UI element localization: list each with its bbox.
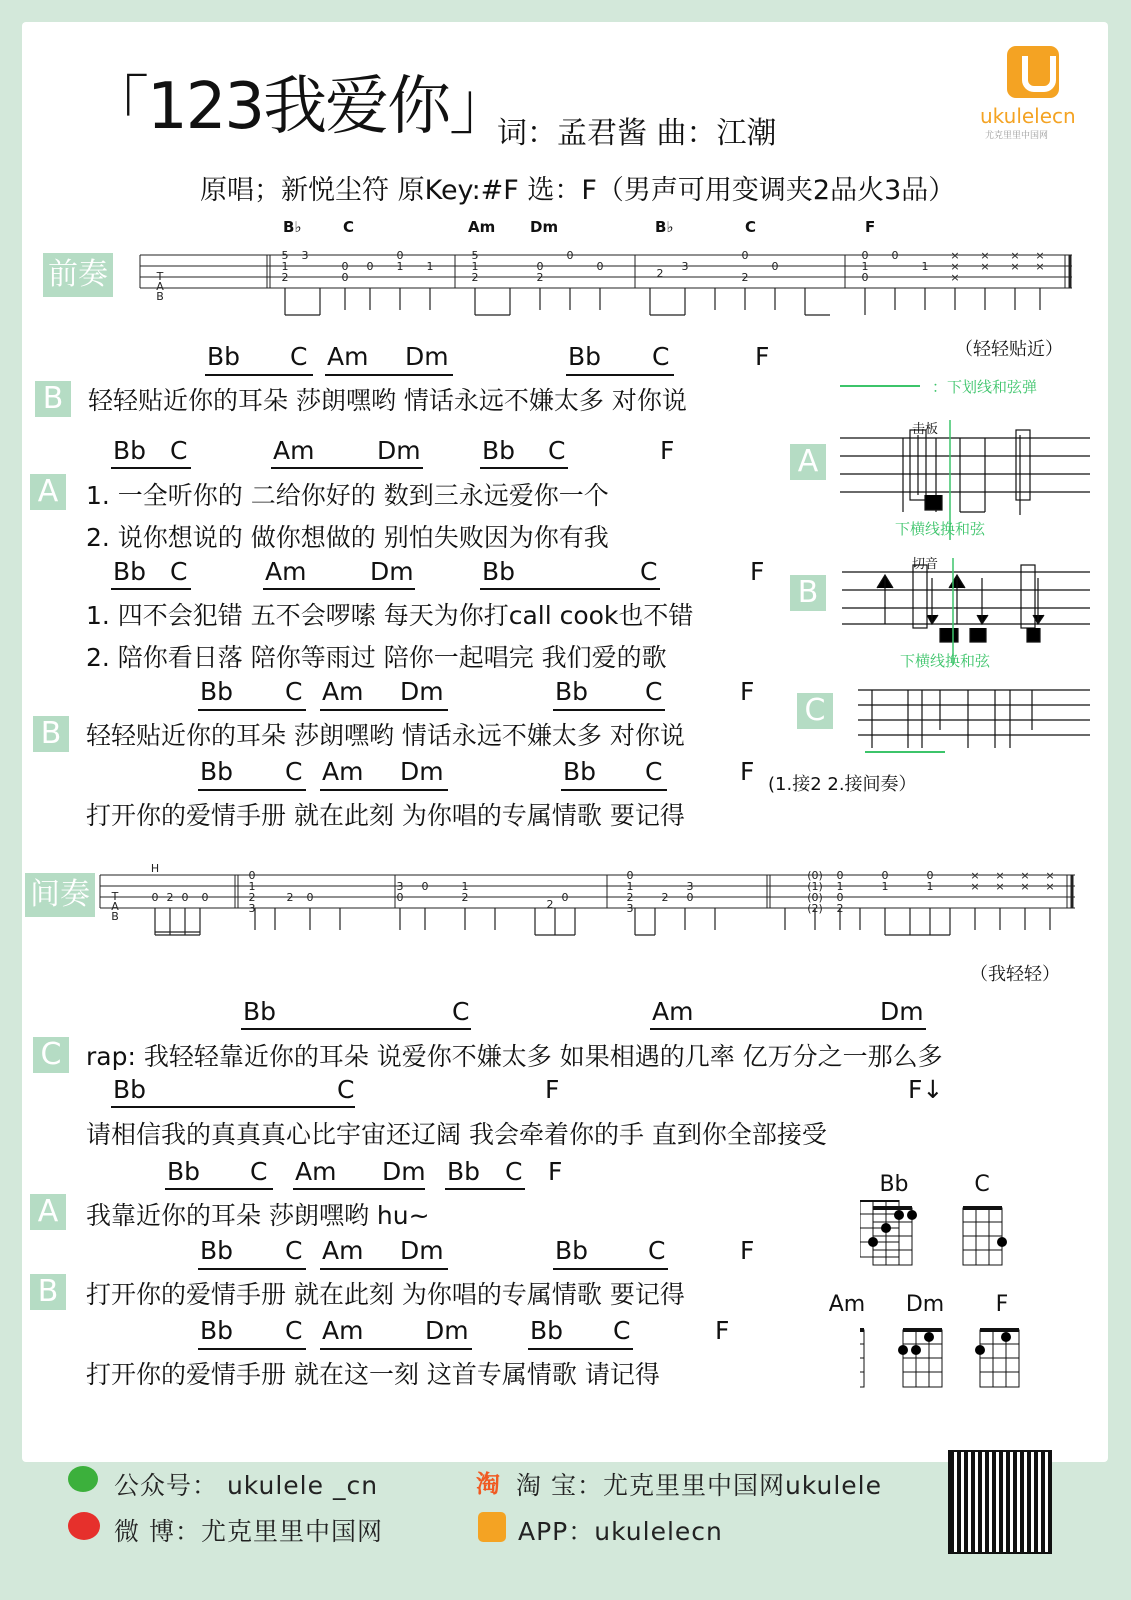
svg-text:1: 1: [926, 880, 934, 893]
wechat-account[interactable]: 公众号： ukulele _cn: [114, 1471, 379, 1500]
chord-underline: [198, 709, 306, 711]
chord-underline: [566, 374, 674, 376]
svg-text:1: 1: [881, 880, 889, 893]
chord: C: [290, 342, 308, 371]
svg-text:2: 2: [461, 891, 469, 904]
intro-tab-staff: [130, 240, 1080, 320]
chord: C: [548, 436, 566, 465]
chord: F: [750, 557, 765, 586]
interlude-label: 间奏: [25, 873, 95, 917]
chord: F: [755, 342, 770, 371]
chord: Dm: [880, 997, 924, 1026]
chord: Dm: [425, 1316, 469, 1345]
qr-code[interactable]: [950, 1452, 1050, 1552]
svg-text:×: ×: [1045, 880, 1055, 893]
svg-text:×: ×: [1035, 260, 1045, 273]
chord: F: [715, 1316, 730, 1345]
chord: C: [648, 1236, 666, 1265]
chord: C: [452, 997, 470, 1026]
svg-text:B: B: [156, 290, 164, 303]
chord: C: [250, 1157, 268, 1186]
lyric-line: 打开你的爱情手册 就在此刻 为你唱的专属情歌 要记得: [86, 801, 685, 830]
chord: C: [645, 677, 663, 706]
svg-text:(2): (2): [807, 902, 823, 915]
svg-text:3: 3: [681, 260, 689, 273]
svg-text:1: 1: [426, 260, 434, 273]
chord: Bb: [200, 1236, 234, 1265]
legend-a-note: 下横线换和弦: [895, 520, 986, 538]
chord: Bb: [530, 1316, 564, 1345]
chord: Dm: [400, 757, 444, 786]
svg-text:×: ×: [995, 869, 1005, 882]
lyric-line: 1. 四不会犯错 五不会啰嗦 每天为你打call cook也不错: [86, 601, 694, 630]
lyric-line: rap: 我轻轻靠近你的耳朵 说爱你不嫌太多 如果相遇的几率 亿万分之一那么多: [86, 1042, 943, 1071]
svg-text:0: 0: [861, 271, 869, 284]
chord-diagram-name: F: [995, 1292, 1009, 1317]
chord-underline: [480, 588, 660, 590]
chord: Am: [265, 557, 307, 586]
svg-text:0: 0: [771, 260, 779, 273]
svg-text:0: 0: [566, 249, 574, 262]
chord: C: [285, 757, 303, 786]
chord: Bb: [113, 436, 147, 465]
svg-text:0: 0: [396, 249, 404, 262]
svg-text:×: ×: [950, 249, 960, 262]
legend-badge-a: A: [790, 444, 826, 480]
strum-legend: [790, 380, 1100, 760]
chord-underline: [241, 1028, 471, 1030]
svg-text:×: ×: [1045, 869, 1055, 882]
chord: C: [613, 1316, 631, 1345]
svg-text:×: ×: [1035, 249, 1045, 262]
svg-text:×: ×: [970, 869, 980, 882]
taobao-icon: 淘: [476, 1470, 500, 1498]
chord-underline: [111, 1106, 355, 1108]
chord: C: [645, 757, 663, 786]
chord: Dm: [400, 677, 444, 706]
chord-underline: [553, 709, 665, 711]
svg-text:×: ×: [980, 249, 990, 262]
legend-badge-b: B: [790, 575, 826, 611]
chord: Bb: [482, 557, 516, 586]
chord-underline: [320, 709, 448, 711]
svg-text:1: 1: [471, 260, 479, 273]
app-icon: [478, 1512, 506, 1542]
section-note: （轻轻贴近）: [955, 339, 1063, 360]
legend-b-note: 下横线换和弦: [900, 652, 991, 670]
svg-text:5: 5: [281, 249, 289, 262]
svg-text:1: 1: [836, 880, 844, 893]
chord: Bb: [555, 1236, 589, 1265]
chord: Dm: [405, 342, 449, 371]
svg-text:2: 2: [546, 898, 554, 911]
intro-chord: B♭: [283, 218, 302, 236]
lyric-line: 2. 说你想说的 做你想做的 别怕失败因为你有我: [86, 523, 609, 552]
svg-text:0: 0: [881, 869, 889, 882]
chord: Bb: [207, 342, 241, 371]
svg-text:0: 0: [861, 249, 869, 262]
svg-text:0: 0: [686, 891, 694, 904]
legend-underline-note: ：下划线和弦弹: [932, 378, 1038, 396]
lyric-line: 轻轻贴近你的耳朵 莎朗嘿哟 情话永远不嫌太多 对你说: [86, 721, 685, 750]
legend-a-title: 击板: [912, 422, 939, 437]
chord-underline: [650, 1028, 926, 1030]
chord: F: [548, 1157, 563, 1186]
chord: Bb: [563, 757, 597, 786]
chord-underline: [198, 1348, 306, 1350]
wechat-icon: [68, 1466, 98, 1492]
svg-text:3: 3: [626, 902, 634, 915]
svg-text:T: T: [156, 270, 164, 283]
lyric-line: 我靠近你的耳朵 莎朗嘿哟 hu~: [86, 1201, 430, 1230]
logo-subtext: 尤克里里中国网: [985, 131, 1049, 141]
chord: Bb: [447, 1157, 481, 1186]
chord-underline: [320, 789, 448, 791]
svg-text:3: 3: [686, 880, 694, 893]
section-note: （我轻轻）: [970, 964, 1060, 985]
chord-underline: [111, 467, 191, 469]
svg-text:0: 0: [596, 260, 604, 273]
svg-text:2: 2: [536, 271, 544, 284]
svg-text:H: H: [150, 862, 160, 875]
chord: Bb: [568, 342, 602, 371]
svg-text:2: 2: [741, 271, 749, 284]
svg-text:0: 0: [341, 271, 349, 284]
lyric-line: 请相信我的真真真心比宇宙还辽阔 我会牵着你的手 直到你全部接受: [86, 1120, 827, 1149]
svg-text:0: 0: [341, 260, 349, 273]
app-name[interactable]: APP：ukulelecn: [518, 1517, 723, 1546]
svg-text:2: 2: [281, 271, 289, 284]
chord-diagram-name: Am: [828, 1292, 866, 1317]
chord: C: [170, 436, 188, 465]
legend-b-title: 切音: [912, 557, 939, 572]
chord: Bb: [167, 1157, 201, 1186]
svg-text:2: 2: [661, 891, 669, 904]
chord: C: [285, 1316, 303, 1345]
chord: Am: [295, 1157, 337, 1186]
intro-chord: F: [865, 218, 876, 236]
chord: Dm: [377, 436, 421, 465]
svg-text:5: 5: [471, 249, 479, 262]
logo-text: ukulelecn: [980, 104, 1076, 128]
chord: Bb: [243, 997, 277, 1026]
chord-underline: [165, 1188, 273, 1190]
svg-text:0: 0: [741, 249, 749, 262]
chord: C: [285, 1236, 303, 1265]
svg-text:0: 0: [366, 260, 374, 273]
svg-text:(0): (0): [807, 891, 823, 904]
svg-text:B: B: [111, 910, 119, 923]
svg-text:2: 2: [626, 891, 634, 904]
svg-text:0: 0: [396, 891, 404, 904]
svg-text:0: 0: [536, 260, 544, 273]
chord: Am: [273, 436, 315, 465]
chord: C: [505, 1157, 523, 1186]
intro-label: 前奏: [43, 253, 113, 297]
chord-underline: [293, 1188, 425, 1190]
intro-chord: C: [343, 218, 355, 236]
credits: 词：孟君酱 曲：江潮: [497, 116, 777, 151]
svg-text:×: ×: [1010, 260, 1020, 273]
section-badge: B: [30, 1274, 66, 1310]
chord-underline: [528, 1348, 633, 1350]
chord: Bb: [482, 436, 516, 465]
chord-underline: [320, 1348, 472, 1350]
svg-text:3: 3: [248, 902, 256, 915]
svg-text:0: 0: [926, 869, 934, 882]
lyric-line: 轻轻贴近你的耳朵 莎朗嘿哟 情话永远不嫌太多 对你说: [88, 386, 687, 415]
svg-text:×: ×: [980, 260, 990, 273]
svg-text:×: ×: [950, 271, 960, 284]
chord-underline: [263, 588, 415, 590]
chord: F: [545, 1075, 560, 1104]
svg-text:2: 2: [286, 891, 294, 904]
svg-text:A: A: [156, 280, 164, 293]
lyric-line: 2. 陪你看日落 陪你等雨过 陪你一起唱完 我们爱的歌: [86, 643, 667, 672]
chord: Am: [652, 997, 694, 1026]
chord: F: [660, 436, 675, 465]
chord: Dm: [382, 1157, 426, 1186]
svg-text:1: 1: [626, 880, 634, 893]
chord: C: [170, 557, 188, 586]
svg-text:×: ×: [1020, 880, 1030, 893]
chord-underline: [561, 789, 667, 791]
chord: Am: [327, 342, 369, 371]
chord-diagram-name: Dm: [905, 1292, 945, 1317]
weibo-account[interactable]: 微 博：尤克里里中国网: [114, 1517, 383, 1546]
svg-text:A: A: [111, 900, 119, 913]
chord: Bb: [200, 757, 234, 786]
lyric-line: 1. 一全听你的 二给你好的 数到三永远爱你一个: [86, 481, 609, 510]
chord-underline: [198, 789, 306, 791]
svg-text:0: 0: [836, 891, 844, 904]
chord-underline: [325, 374, 453, 376]
svg-text:1: 1: [861, 260, 869, 273]
svg-text:1: 1: [461, 880, 469, 893]
chord-underline: [271, 467, 423, 469]
chord-underline: [111, 588, 191, 590]
svg-text:3: 3: [396, 880, 404, 893]
chord: F: [740, 757, 755, 786]
svg-text:T: T: [111, 890, 119, 903]
chord: Bb: [113, 557, 147, 586]
svg-text:0: 0: [421, 880, 429, 893]
chord: Bb: [200, 677, 234, 706]
chord: C: [285, 677, 303, 706]
chord: Dm: [370, 557, 414, 586]
svg-text:0: 0: [181, 891, 189, 904]
svg-text:0: 0: [561, 891, 569, 904]
svg-text:1: 1: [281, 260, 289, 273]
svg-text:×: ×: [970, 880, 980, 893]
chord: Am: [322, 757, 364, 786]
svg-text:3: 3: [301, 249, 309, 262]
chord-underline: [480, 467, 568, 469]
section-badge: C: [33, 1037, 69, 1073]
lyric-line: 打开你的爱情手册 就在这一刻 这首专属情歌 请记得: [86, 1360, 660, 1389]
chord-diagram-name: Bb: [879, 1172, 909, 1197]
chord: Dm: [400, 1236, 444, 1265]
chord: Am: [322, 1316, 364, 1345]
chord: F↓: [908, 1075, 944, 1104]
svg-text:0: 0: [151, 891, 159, 904]
section-badge: B: [35, 381, 71, 417]
intro-chord: Dm: [530, 218, 559, 236]
svg-text:×: ×: [1010, 249, 1020, 262]
svg-text:0: 0: [201, 891, 209, 904]
lyric-line: 打开你的爱情手册 就在此刻 为你唱的专属情歌 要记得: [86, 1280, 685, 1309]
interlude-tab-staff: [95, 860, 1080, 950]
taobao-store[interactable]: 淘 宝：尤克里里中国网ukulele: [516, 1471, 882, 1500]
svg-text:0: 0: [891, 249, 899, 262]
svg-text:×: ×: [995, 880, 1005, 893]
svg-text:2: 2: [248, 891, 256, 904]
chord-underline: [553, 1268, 668, 1270]
chord: Bb: [200, 1316, 234, 1345]
svg-text:1: 1: [248, 880, 256, 893]
chord: Am: [322, 677, 364, 706]
chord-underline: [205, 374, 313, 376]
svg-text:2: 2: [656, 267, 664, 280]
section-badge: A: [30, 474, 66, 510]
intro-chord: C: [745, 218, 757, 236]
chord: C: [652, 342, 670, 371]
repeat-note: (1.接2 2.接间奏）: [768, 774, 917, 795]
svg-text:2: 2: [836, 902, 844, 915]
legend-badge-c: C: [797, 693, 833, 729]
chord: C: [337, 1075, 355, 1104]
section-badge: B: [33, 716, 69, 752]
song-meta: 原唱；新悦尘符 原Key:#F 选：F（男声可用变调夹2品火3品）: [200, 175, 956, 206]
ukulele-logo-icon: [1007, 46, 1059, 98]
svg-text:0: 0: [248, 869, 256, 882]
chord-underline: [445, 1188, 525, 1190]
chord: Bb: [113, 1075, 147, 1104]
svg-text:×: ×: [1020, 869, 1030, 882]
chord: C: [640, 557, 658, 586]
chord-diagram-name: C: [974, 1172, 990, 1197]
section-badge: A: [30, 1194, 66, 1230]
svg-text:0: 0: [836, 869, 844, 882]
svg-text:2: 2: [166, 891, 174, 904]
chord-diagrams: [860, 1200, 1060, 1410]
chord: Am: [322, 1236, 364, 1265]
svg-text:(1): (1): [807, 880, 823, 893]
chord: F: [740, 1236, 755, 1265]
chord: F: [740, 677, 755, 706]
intro-chord: B♭: [655, 218, 674, 236]
chord: Bb: [555, 677, 589, 706]
weibo-icon: [68, 1512, 100, 1540]
chord-underline: [320, 1268, 448, 1270]
song-title: 「123我爱你」: [85, 70, 512, 144]
svg-text:×: ×: [950, 260, 960, 273]
svg-text:2: 2: [471, 271, 479, 284]
svg-text:(0): (0): [807, 869, 823, 882]
svg-text:1: 1: [396, 260, 404, 273]
svg-text:1: 1: [921, 260, 929, 273]
intro-chord: Am: [468, 218, 496, 236]
svg-text:0: 0: [626, 869, 634, 882]
svg-text:0: 0: [306, 891, 314, 904]
chord-underline: [198, 1268, 306, 1270]
